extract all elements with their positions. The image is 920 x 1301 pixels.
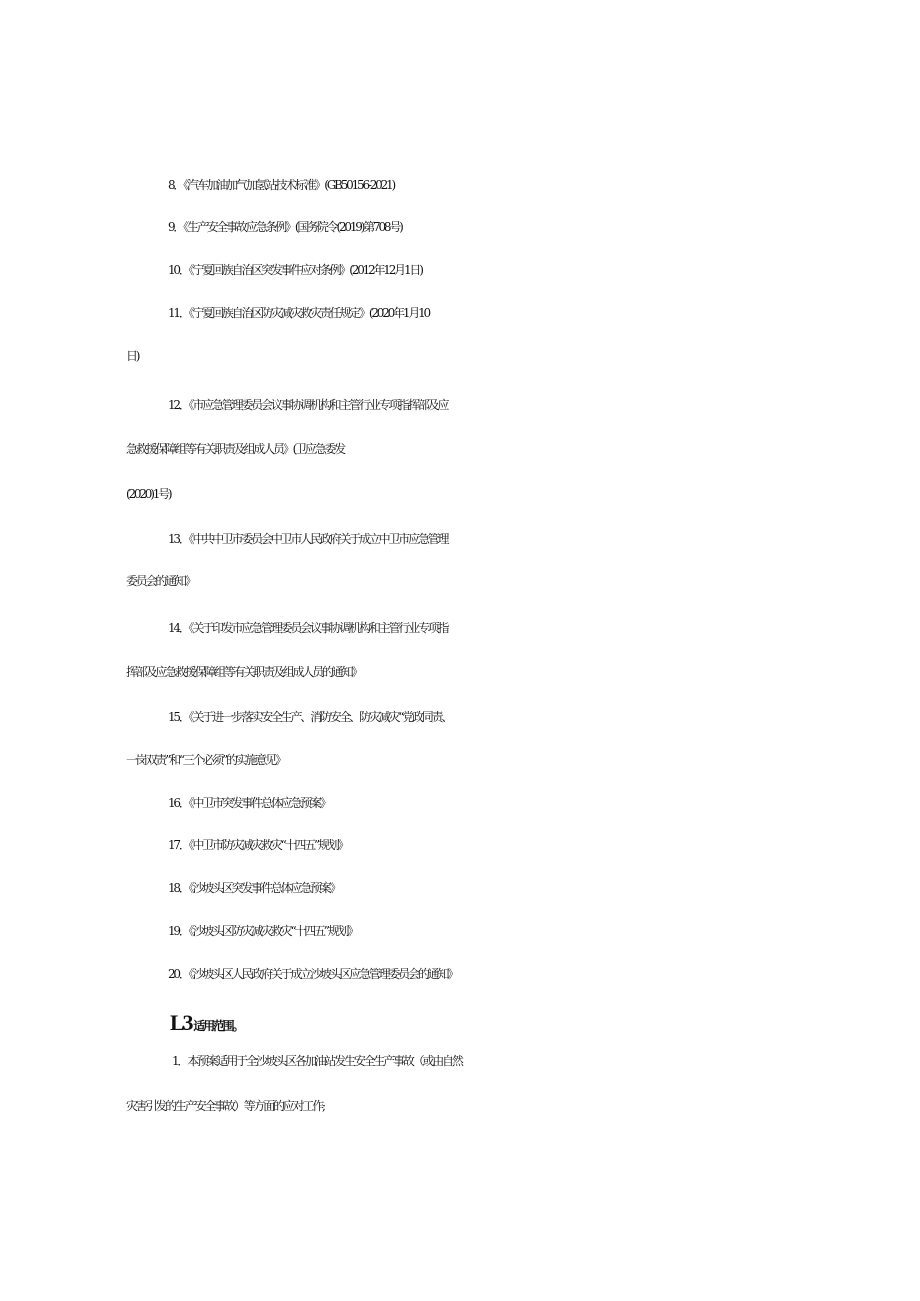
reference-item-14-continued: 挥部及应急救援保障组等有关职责及组成人员的通知》 (126, 665, 362, 679)
reference-item-19: 19．《沙坡头区防灾减灾救灾“十四五”规划》 (168, 924, 358, 938)
reference-item-9: 9．《生产安全事故应急条例》(国务院令(2019)第708号) (168, 220, 402, 234)
section-heading (0, 1008, 920, 1041)
reference-item-17: 17．《中卫市防灾减灾救灾“十四五”规划》 (168, 838, 348, 852)
reference-item-14: 14．《关于印发市应急管理委员会议事协调机构和主管行业专项指 (168, 621, 448, 635)
section-number: L3 (170, 1010, 192, 1035)
reference-item-18: 18．《沙坡头区突发事件总体应急预案》 (168, 881, 340, 895)
reference-item-12-continued-2: (2020)1号) (126, 487, 171, 501)
reference-item-15: 15．《关于进一步落实安全生产、消防安全、防灾减灾“党政同责、 (168, 710, 452, 724)
reference-item-12: 12．《市应急管理委员会议事协调机构和主管行业专项指挥部及应 (168, 398, 448, 412)
reference-item-8: 8．《汽车加油加气加氢站技术标准》(GB50156-2021) (168, 178, 394, 192)
reference-item-10: 10．《宁夏回族自治区突发事件应对条例》(2012年12月1日) (168, 263, 422, 277)
reference-item-12-continued: 急救援保障组等有关职责及组成人员》(卫应急委发 (126, 442, 345, 456)
section-title: 适用范围。 (193, 1019, 243, 1033)
reference-item-11: 11．《宁夏回族自治区防灾减灾救灾责任规定》(2020年1月10 (168, 306, 429, 320)
reference-item-13: 13．《中共中卫市委员会中卫市人民政府关于成立中卫市应急管理 (168, 532, 448, 546)
scope-item-1: 1．本预案适用于全沙坡头区各加油站发生安全生产事故（或由自然 (172, 1054, 462, 1068)
reference-item-11-continued: 日) (126, 349, 139, 363)
reference-item-20: 20．《沙坡头区人民政府关于成立沙坡头区应急管理委员会的通知》 (168, 967, 458, 981)
reference-item-15-continued: 一岗双责”和“三个必须”的实施意见》 (126, 753, 285, 767)
scope-item-1-continued: 灾害引发的生产安全事故）等方面的应对工作; (126, 1099, 324, 1113)
reference-item-16: 16．《中卫市突发事件总体应急预案》 (168, 796, 330, 810)
reference-item-13-continued: 委员会的通知》 (126, 574, 195, 588)
